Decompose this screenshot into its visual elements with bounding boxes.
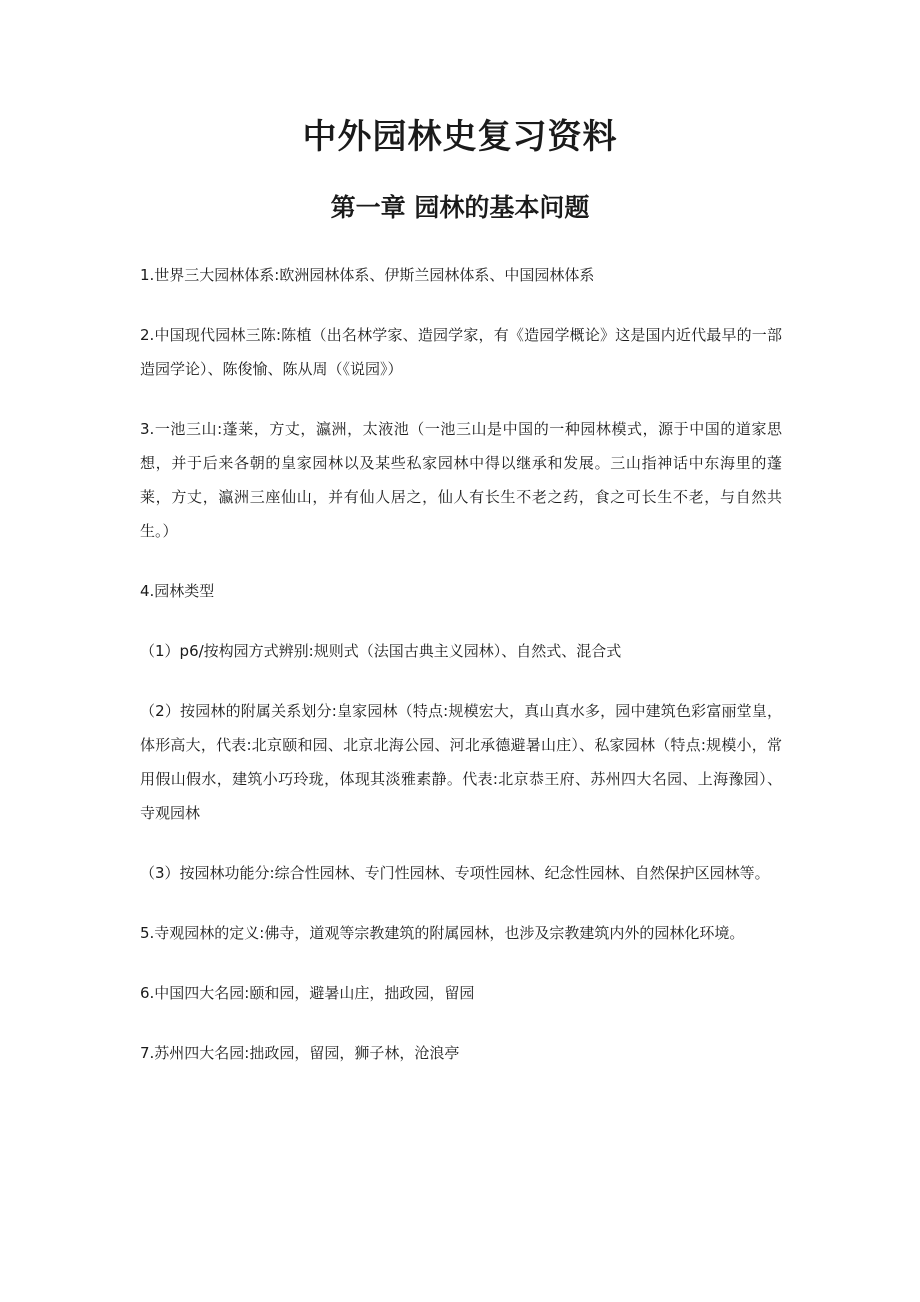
paragraph-5: 5.寺观园林的定义:佛寺，道观等宗教建筑的附属园林，也涉及宗教建筑内外的园林化环境。 (140, 924, 745, 942)
paragraph-4-2: （2）按园林的附属关系划分:皇家园林（特点:规模宏大，真山真水多，园中建筑色彩富丽堂皇，体形高大，代表:北京颐和园、北京北海公园、河北承德避暑山庄）、私家园林（特点:规模小，常用假山假水，建筑小巧玲珑，体现其淡雅素静。代表:北京恭王府、苏州四大名园、上海豫园）、寺观园林 (140, 702, 782, 822)
paragraph-3: 3.一池三山:蓬莱，方丈，瀛洲，太液池（一池三山是中国的一种园林模式，源于中国的道家思想，并于后来各朝的皇家园林以及某些私家园林中得以继承和发展。三山指神话中东海里的蓬莱，方丈，瀛洲三座仙山，并有仙人居之，仙人有长生不老之药，食之可长生不老，与自然共生。） (140, 420, 782, 540)
chapter-title: 第一章 园林的基本问题 (330, 193, 590, 222)
paragraph-6: 6.中国四大名园:颐和园，避暑山庄，拙政园，留园 (140, 984, 475, 1002)
paragraph-4: 4.园林类型 (140, 582, 215, 600)
paragraph-1: 1.世界三大园林体系:欧洲园林体系、伊斯兰园林体系、中国园林体系 (140, 266, 595, 284)
paragraph-2: 2.中国现代园林三陈:陈植（出名林学家、造园学家，有《造园学概论》这是国内近代最早的一部造园学论）、陈俊愉、陈从周（《说园》） (140, 326, 782, 378)
paragraph-4-1: （1）p6/按构园方式辨别:规则式（法国古典主义园林）、自然式、混合式 (140, 642, 622, 660)
document-title: 中外园林史复习资料 (302, 117, 618, 157)
document-body (140, 258, 782, 1096)
paragraph-4-3: （3）按园林功能分:综合性园林、专门性园林、专项性园林、纪念性园林、自然保护区园林等。 (140, 864, 770, 882)
paragraph-7: 7.苏州四大名园:拙政园，留园，狮子林，沧浪亭 (140, 1044, 460, 1062)
